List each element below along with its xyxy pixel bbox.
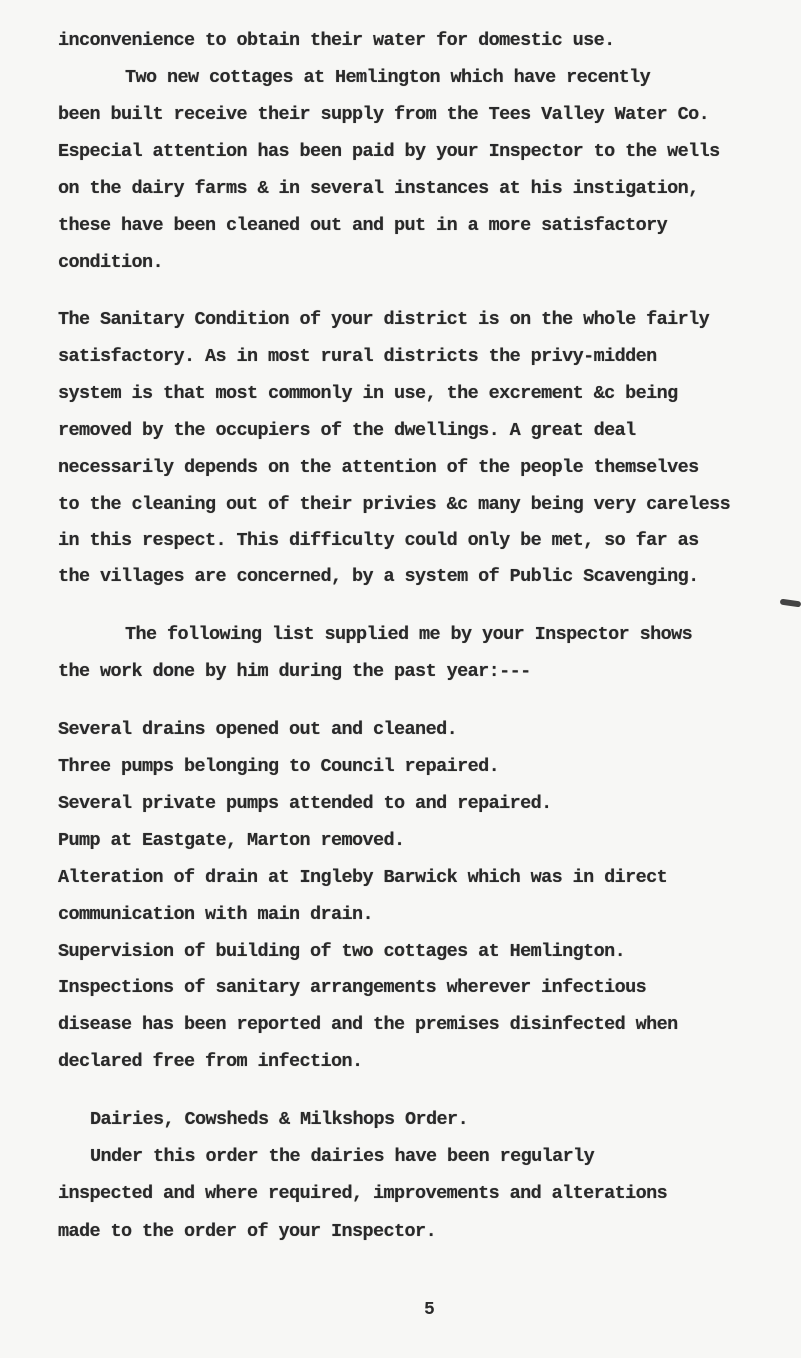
text-line: been built receive their supply from the Tees Valley Water Co. bbox=[58, 104, 710, 125]
text-line: necessarily depends on the attention of the people themselves bbox=[58, 457, 699, 478]
text-line: Especial attention has been paid by your Inspector to the wells bbox=[58, 141, 720, 162]
text-line: inspected and where required, improvements and alterations bbox=[58, 1183, 668, 1204]
text-line: Under this order the dairies have been regularly bbox=[90, 1146, 595, 1167]
text-line: Three pumps belonging to Council repaired. bbox=[58, 756, 500, 777]
text-line: Dairies, Cowsheds & Milkshops Order. bbox=[90, 1109, 469, 1130]
text-line: communication with main drain. bbox=[58, 904, 374, 925]
text-line: removed by the occupiers of the dwellings. A great deal bbox=[58, 420, 636, 441]
text-line: Two new cottages at Hemlington which have recently bbox=[125, 67, 651, 88]
text-line: condition. bbox=[58, 252, 164, 273]
text-line: satisfactory. As in most rural districts the privy-midden bbox=[58, 346, 657, 367]
text-line: the work done by him during the past year:--- bbox=[58, 661, 531, 682]
text-line: the villages are concerned, by a system of Public Scavenging. bbox=[58, 566, 699, 587]
text-line: system is that most commonly in use, the excrement &c being bbox=[58, 383, 678, 404]
margin-mark bbox=[780, 599, 801, 608]
text-line: The Sanitary Condition of your district is on the whole fairly bbox=[58, 309, 710, 330]
text-line: The following list supplied me by your Inspector shows bbox=[125, 624, 693, 645]
text-line: disease has been reported and the premises disinfected when bbox=[58, 1014, 678, 1035]
text-line: Several drains opened out and cleaned. bbox=[58, 719, 458, 740]
text-line: Alteration of drain at Ingleby Barwick which was in direct bbox=[58, 867, 668, 888]
text-line: on the dairy farms & in several instances at his instigation, bbox=[58, 178, 699, 199]
text-line: inconvenience to obtain their water for domestic use. bbox=[58, 30, 615, 51]
text-line: Several private pumps attended to and repaired. bbox=[58, 793, 552, 814]
text-line: to the cleaning out of their privies &c many being very careless bbox=[58, 494, 731, 515]
text-line: Supervision of building of two cottages at Hemlington. bbox=[58, 941, 626, 962]
text-line: in this respect. This difficulty could only be met, so far as bbox=[58, 530, 699, 551]
text-line: Inspections of sanitary arrangements wherever infectious bbox=[58, 977, 647, 998]
page-number: 5 bbox=[424, 1300, 435, 1320]
text-line: these have been cleaned out and put in a more satisfactory bbox=[58, 215, 668, 236]
text-line: Pump at Eastgate, Marton removed. bbox=[58, 830, 405, 851]
text-line: made to the order of your Inspector. bbox=[58, 1221, 437, 1242]
text-line: declared free from infection. bbox=[58, 1051, 363, 1072]
